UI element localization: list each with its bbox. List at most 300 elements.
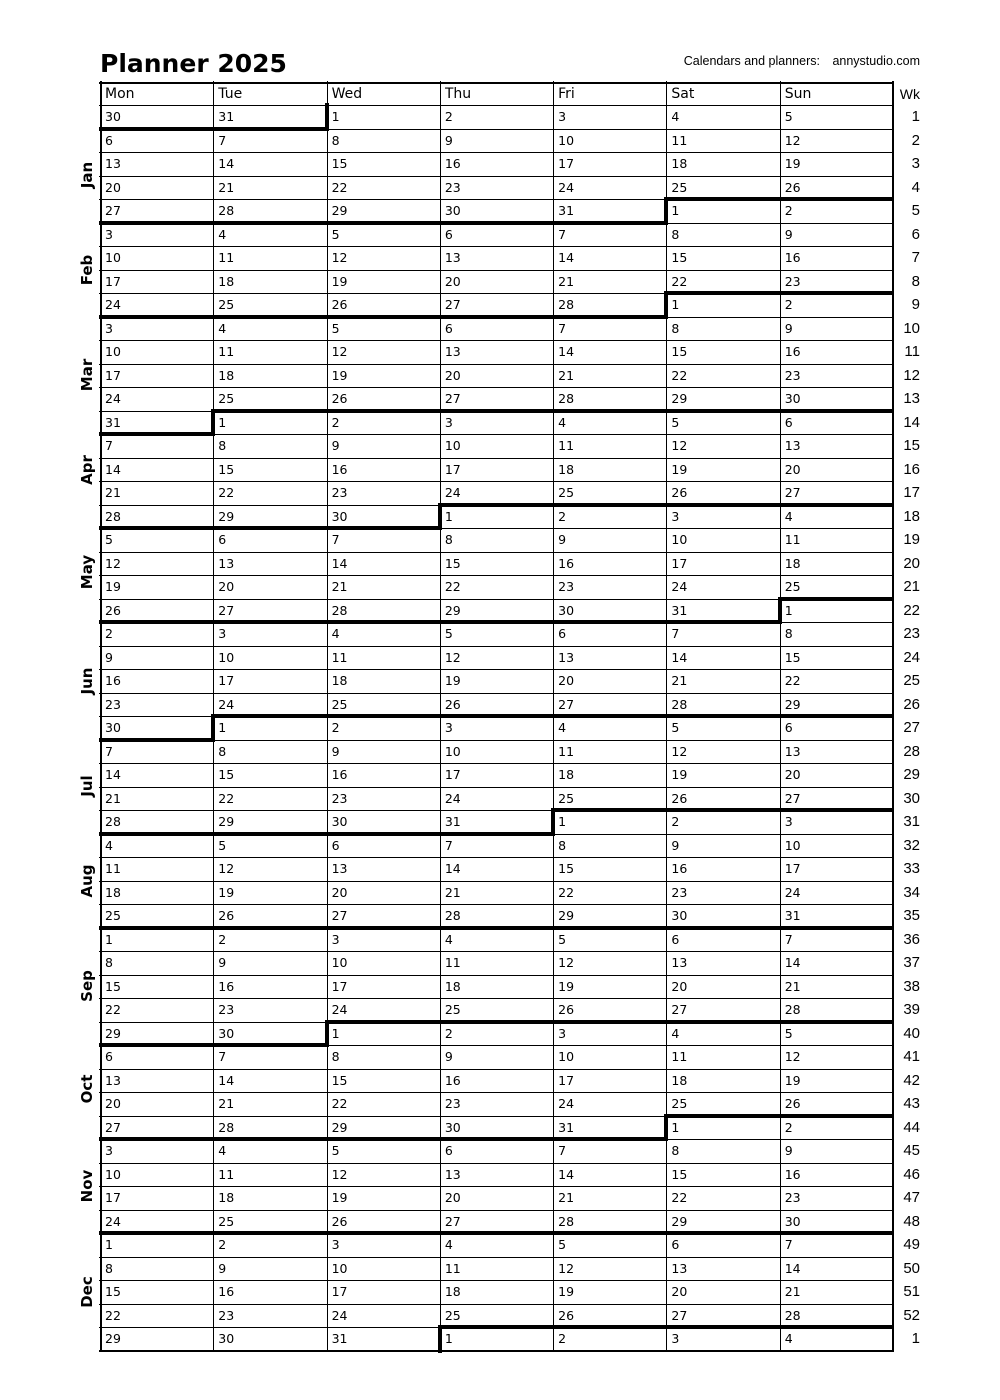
day-cell: 6 <box>444 320 453 336</box>
day-cell: 10 <box>444 743 461 759</box>
day-cell: 11 <box>218 250 235 265</box>
day-cell: 14 <box>558 250 575 265</box>
day-cell: 17 <box>671 555 688 571</box>
day-cell: 11 <box>218 1166 235 1182</box>
day-cell: 28 <box>105 814 121 829</box>
month-divider <box>213 409 894 413</box>
grid-line-horizontal <box>99 575 894 576</box>
day-cell: 14 <box>558 344 575 359</box>
day-cell: 13 <box>218 555 235 571</box>
day-cell: 30 <box>558 602 575 618</box>
day-cell: 11 <box>558 438 575 453</box>
day-cell: 30 <box>105 720 121 735</box>
day-cell: 15 <box>105 978 121 994</box>
day-cell: 27 <box>444 297 461 312</box>
day-cell: 29 <box>105 1331 121 1346</box>
day-cell: 31 <box>671 602 688 618</box>
day-cell: 3 <box>218 626 227 641</box>
day-cell: 9 <box>331 743 340 759</box>
day-cell: 30 <box>105 109 121 124</box>
day-cell: 27 <box>784 790 801 806</box>
week-number: 47 <box>903 1189 920 1206</box>
day-cell: 7 <box>105 743 113 759</box>
grid-line-horizontal <box>99 364 894 365</box>
day-cell: 12 <box>331 1166 348 1182</box>
day-cell: 9 <box>105 649 113 665</box>
day-cell: 9 <box>784 1143 793 1158</box>
week-number: 43 <box>903 1095 920 1112</box>
day-cell: 7 <box>218 132 227 148</box>
day-cell: 29 <box>784 696 801 712</box>
day-cell: 6 <box>444 226 453 242</box>
week-number: 3 <box>911 155 920 172</box>
day-cell: 17 <box>105 273 121 289</box>
grid-line-horizontal <box>99 1163 894 1164</box>
day-cell: 13 <box>331 861 348 876</box>
day-cell: 12 <box>558 955 575 970</box>
day-cell: 6 <box>671 931 680 947</box>
grid-line-horizontal <box>99 270 894 271</box>
month-divider <box>438 1325 442 1353</box>
day-cell: 6 <box>671 1237 680 1252</box>
day-cell: 22 <box>105 1002 121 1017</box>
month-divider <box>666 197 894 201</box>
day-cell: 14 <box>218 156 235 171</box>
day-cell: 18 <box>558 461 575 477</box>
day-cell: 7 <box>331 532 340 547</box>
day-cell: 24 <box>331 1307 348 1323</box>
day-cell: 5 <box>331 1143 340 1158</box>
day-cell: 7 <box>218 1049 227 1064</box>
day-cell: 18 <box>671 1072 688 1088</box>
week-number: 18 <box>903 507 920 525</box>
day-cell: 3 <box>331 1237 340 1252</box>
day-cell: 23 <box>331 790 348 806</box>
day-cell: 4 <box>671 1025 680 1041</box>
day-cell: 25 <box>218 391 235 406</box>
day-cell: 29 <box>105 1025 121 1041</box>
day-cell: 2 <box>784 1119 793 1135</box>
day-cell: 17 <box>331 978 348 994</box>
day-cell: 16 <box>218 978 235 994</box>
day-cell: 10 <box>105 1166 121 1182</box>
day-cell: 11 <box>784 532 801 547</box>
grid-line-horizontal <box>99 481 894 482</box>
day-cell: 8 <box>671 320 680 336</box>
day-cell: 26 <box>331 1213 348 1229</box>
day-cell: 2 <box>784 297 793 312</box>
day-cell: 24 <box>444 790 461 806</box>
credit-site-link[interactable]: annystudio.com <box>832 54 920 68</box>
day-cell: 12 <box>331 344 348 359</box>
week-number: 21 <box>903 578 920 595</box>
week-number: 14 <box>903 413 920 431</box>
day-cell: 10 <box>558 1049 575 1064</box>
week-number: 7 <box>911 249 920 266</box>
day-cell: 15 <box>331 156 348 171</box>
grid-line-horizontal <box>99 82 894 84</box>
weekday-header-fri: Fri <box>558 86 575 102</box>
week-number: 40 <box>903 1024 920 1042</box>
day-cell: 20 <box>671 1284 688 1299</box>
day-cell: 27 <box>784 485 801 500</box>
week-number: 9 <box>911 296 920 313</box>
day-cell: 12 <box>105 555 121 571</box>
day-cell: 17 <box>218 673 235 688</box>
day-cell: 5 <box>558 1237 567 1252</box>
day-cell: 25 <box>671 1096 688 1111</box>
weekday-header-mon: Mon <box>105 86 135 102</box>
day-cell: 23 <box>671 884 688 900</box>
day-cell: 8 <box>671 226 680 242</box>
day-cell: 28 <box>558 391 575 406</box>
day-cell: 18 <box>218 273 235 289</box>
credit-label: Calendars and planners: <box>683 54 820 68</box>
day-cell: 6 <box>218 532 227 547</box>
day-cell: 8 <box>105 1260 113 1276</box>
day-cell: 3 <box>671 508 680 524</box>
week-number: 13 <box>903 390 920 407</box>
day-cell: 17 <box>444 461 461 477</box>
month-divider <box>666 291 894 295</box>
day-cell: 4 <box>784 508 793 524</box>
week-number: 20 <box>903 554 920 572</box>
day-cell: 11 <box>444 1260 461 1276</box>
day-cell: 8 <box>671 1143 680 1158</box>
day-cell: 17 <box>558 1072 575 1088</box>
day-cell: 25 <box>105 908 121 923</box>
day-cell: 17 <box>784 861 801 876</box>
day-cell: 17 <box>444 767 461 782</box>
day-cell: 11 <box>218 344 235 359</box>
day-cell: 29 <box>671 391 688 406</box>
day-cell: 5 <box>218 837 227 853</box>
day-cell: 24 <box>105 1213 121 1229</box>
month-label-oct: Oct <box>78 1074 96 1104</box>
week-number: 1 <box>911 108 920 125</box>
day-cell: 2 <box>218 1237 227 1252</box>
day-cell: 19 <box>105 579 121 594</box>
grid-line-horizontal <box>99 434 894 435</box>
month-divider <box>99 526 442 530</box>
day-cell: 20 <box>105 179 121 195</box>
day-cell: 19 <box>444 673 461 688</box>
month-divider <box>780 597 894 601</box>
day-cell: 24 <box>558 1096 575 1111</box>
day-cell: 13 <box>784 743 801 759</box>
grid-line-horizontal <box>99 1304 894 1305</box>
day-cell: 10 <box>671 532 688 547</box>
day-cell: 16 <box>331 767 348 782</box>
day-cell: 24 <box>558 179 575 195</box>
month-divider <box>99 926 894 930</box>
day-cell: 1 <box>331 109 340 124</box>
day-cell: 8 <box>218 743 227 759</box>
day-cell: 9 <box>784 226 793 242</box>
day-cell: 1 <box>671 203 680 218</box>
grid-line-horizontal <box>99 1210 894 1211</box>
day-cell: 24 <box>218 696 235 712</box>
week-number: 33 <box>903 860 920 877</box>
day-cell: 28 <box>444 908 461 923</box>
week-number: 31 <box>903 813 920 830</box>
weekday-header-sat: Sat <box>671 86 695 102</box>
weekday-header-sun: Sun <box>784 86 812 102</box>
month-label-jul: Jul <box>78 775 96 797</box>
month-label-nov: Nov <box>78 1169 96 1203</box>
day-cell: 18 <box>105 884 121 900</box>
day-cell: 2 <box>558 508 567 524</box>
day-cell: 31 <box>331 1331 348 1346</box>
day-cell: 19 <box>331 367 348 383</box>
week-number: 46 <box>903 1165 920 1183</box>
day-cell: 12 <box>218 861 235 876</box>
month-divider <box>99 127 329 131</box>
day-cell: 1 <box>444 1331 453 1346</box>
day-cell: 6 <box>331 837 340 853</box>
grid-line-horizontal <box>99 740 894 741</box>
day-cell: 21 <box>331 579 348 594</box>
week-number: 32 <box>903 836 920 854</box>
day-cell: 18 <box>218 367 235 383</box>
grid-line-horizontal <box>99 763 894 764</box>
week-number: 49 <box>903 1236 920 1253</box>
day-cell: 14 <box>784 1260 801 1276</box>
month-divider <box>99 1231 894 1235</box>
day-cell: 2 <box>331 414 340 430</box>
day-cell: 13 <box>105 156 121 171</box>
month-label-jun: Jun <box>78 667 96 695</box>
week-number: 5 <box>911 202 920 219</box>
day-cell: 7 <box>784 1237 793 1252</box>
day-cell: 4 <box>784 1331 793 1346</box>
week-number-header: Wk <box>899 86 920 102</box>
day-cell: 18 <box>444 978 461 994</box>
grid-line-horizontal <box>99 693 894 694</box>
day-cell: 1 <box>671 297 680 312</box>
day-cell: 10 <box>331 1260 348 1276</box>
week-number: 17 <box>903 484 920 501</box>
day-cell: 2 <box>558 1331 567 1346</box>
day-cell: 11 <box>671 1049 688 1064</box>
week-number: 16 <box>903 460 920 478</box>
day-cell: 2 <box>444 1025 453 1041</box>
day-cell: 1 <box>558 814 567 829</box>
day-cell: 10 <box>444 438 461 453</box>
day-cell: 28 <box>784 1002 801 1017</box>
day-cell: 16 <box>444 156 461 171</box>
day-cell: 22 <box>784 673 801 688</box>
day-cell: 17 <box>331 1284 348 1299</box>
day-cell: 16 <box>671 861 688 876</box>
day-cell: 8 <box>331 132 340 148</box>
month-divider <box>99 315 668 319</box>
day-cell: 19 <box>218 884 235 900</box>
day-cell: 16 <box>784 1166 801 1182</box>
grid-line-horizontal <box>99 1092 894 1093</box>
grid-line-horizontal <box>99 152 894 153</box>
day-cell: 11 <box>558 743 575 759</box>
day-cell: 5 <box>331 226 340 242</box>
grid-line-horizontal <box>99 857 894 858</box>
month-label-mar: Mar <box>78 358 96 392</box>
day-cell: 3 <box>558 1025 567 1041</box>
day-cell: 28 <box>331 602 348 618</box>
day-cell: 21 <box>558 1190 575 1205</box>
day-cell: 21 <box>218 179 235 195</box>
day-cell: 23 <box>218 1002 235 1017</box>
day-cell: 6 <box>784 720 793 735</box>
day-cell: 8 <box>784 626 793 641</box>
day-cell: 27 <box>105 1119 121 1135</box>
day-cell: 31 <box>558 203 575 218</box>
grid-line-horizontal <box>99 105 894 106</box>
day-cell: 29 <box>671 1213 688 1229</box>
day-cell: 25 <box>331 696 348 712</box>
day-cell: 20 <box>444 273 461 289</box>
day-cell: 23 <box>105 696 121 712</box>
day-cell: 13 <box>105 1072 121 1088</box>
day-cell: 28 <box>784 1307 801 1323</box>
day-cell: 15 <box>218 767 235 782</box>
day-cell: 22 <box>444 579 461 594</box>
day-cell: 26 <box>105 602 121 618</box>
week-number: 10 <box>903 319 920 337</box>
day-cell: 7 <box>558 320 567 336</box>
week-number: 50 <box>903 1259 920 1277</box>
day-cell: 20 <box>331 884 348 900</box>
day-cell: 13 <box>444 250 461 265</box>
day-cell: 16 <box>105 673 121 688</box>
grid-line-horizontal <box>99 1280 894 1281</box>
day-cell: 25 <box>558 790 575 806</box>
day-cell: 15 <box>105 1284 121 1299</box>
day-cell: 1 <box>105 931 113 947</box>
day-cell: 25 <box>444 1002 461 1017</box>
day-cell: 5 <box>784 1025 793 1041</box>
day-cell: 30 <box>218 1331 235 1346</box>
day-cell: 26 <box>671 790 688 806</box>
day-cell: 30 <box>784 1213 801 1229</box>
month-label-feb: Feb <box>78 254 96 286</box>
day-cell: 17 <box>105 367 121 383</box>
day-cell: 12 <box>784 1049 801 1064</box>
month-divider <box>99 832 555 836</box>
grid-line-horizontal <box>99 787 894 788</box>
day-cell: 26 <box>784 179 801 195</box>
day-cell: 9 <box>671 837 680 853</box>
grid-line-horizontal <box>99 1350 894 1352</box>
day-cell: 22 <box>671 1190 688 1205</box>
grid-line-horizontal <box>99 1186 894 1187</box>
day-cell: 9 <box>218 955 227 970</box>
day-cell: 4 <box>671 109 680 124</box>
day-cell: 15 <box>671 1166 688 1182</box>
day-cell: 19 <box>558 1284 575 1299</box>
week-number: 15 <box>903 437 920 454</box>
day-cell: 30 <box>671 908 688 923</box>
month-divider <box>553 808 894 812</box>
day-cell: 21 <box>784 978 801 994</box>
day-cell: 22 <box>218 790 235 806</box>
day-cell: 5 <box>784 109 793 124</box>
day-cell: 3 <box>105 226 113 242</box>
week-number: 19 <box>903 531 920 548</box>
day-cell: 24 <box>784 884 801 900</box>
day-cell: 23 <box>784 273 801 289</box>
day-cell: 20 <box>784 767 801 782</box>
day-cell: 20 <box>671 978 688 994</box>
day-cell: 3 <box>331 931 340 947</box>
day-cell: 30 <box>444 203 461 218</box>
day-cell: 21 <box>444 884 461 900</box>
day-cell: 18 <box>784 555 801 571</box>
month-divider <box>440 503 894 507</box>
day-cell: 23 <box>444 1096 461 1111</box>
day-cell: 21 <box>558 367 575 383</box>
day-cell: 5 <box>331 320 340 336</box>
day-cell: 24 <box>671 579 688 594</box>
grid-line-horizontal <box>99 951 894 952</box>
day-cell: 19 <box>671 461 688 477</box>
day-cell: 1 <box>218 414 227 430</box>
day-cell: 12 <box>444 649 461 665</box>
day-cell: 28 <box>105 508 121 524</box>
day-cell: 28 <box>218 1119 235 1135</box>
day-cell: 12 <box>558 1260 575 1276</box>
day-cell: 7 <box>105 438 113 453</box>
day-cell: 26 <box>218 908 235 923</box>
day-cell: 18 <box>331 673 348 688</box>
day-cell: 23 <box>784 1190 801 1205</box>
day-cell: 26 <box>444 696 461 712</box>
day-cell: 10 <box>105 250 121 265</box>
day-cell: 11 <box>331 649 348 665</box>
day-cell: 9 <box>444 132 453 148</box>
day-cell: 2 <box>784 203 793 218</box>
day-cell: 19 <box>671 767 688 782</box>
day-cell: 13 <box>671 1260 688 1276</box>
day-cell: 27 <box>105 203 121 218</box>
day-cell: 5 <box>444 626 453 641</box>
day-cell: 3 <box>784 814 793 829</box>
week-number: 51 <box>903 1283 920 1300</box>
day-cell: 12 <box>331 250 348 265</box>
day-cell: 23 <box>558 579 575 594</box>
day-cell: 9 <box>444 1049 453 1064</box>
week-number: 25 <box>903 672 920 689</box>
day-cell: 28 <box>558 1213 575 1229</box>
day-cell: 13 <box>558 649 575 665</box>
month-divider <box>99 221 668 225</box>
day-cell: 28 <box>671 696 688 712</box>
weekday-header-thu: Thu <box>444 86 472 102</box>
day-cell: 2 <box>444 109 453 124</box>
day-cell: 22 <box>671 273 688 289</box>
grid-line-horizontal <box>99 599 894 600</box>
day-cell: 21 <box>105 485 121 500</box>
day-cell: 27 <box>218 602 235 618</box>
day-cell: 27 <box>444 391 461 406</box>
day-cell: 3 <box>444 720 453 735</box>
day-cell: 10 <box>218 649 235 665</box>
day-cell: 29 <box>331 203 348 218</box>
day-cell: 9 <box>558 532 567 547</box>
grid-line-horizontal <box>99 646 894 647</box>
day-cell: 15 <box>671 250 688 265</box>
week-number: 39 <box>903 1001 920 1018</box>
day-cell: 7 <box>784 931 793 947</box>
